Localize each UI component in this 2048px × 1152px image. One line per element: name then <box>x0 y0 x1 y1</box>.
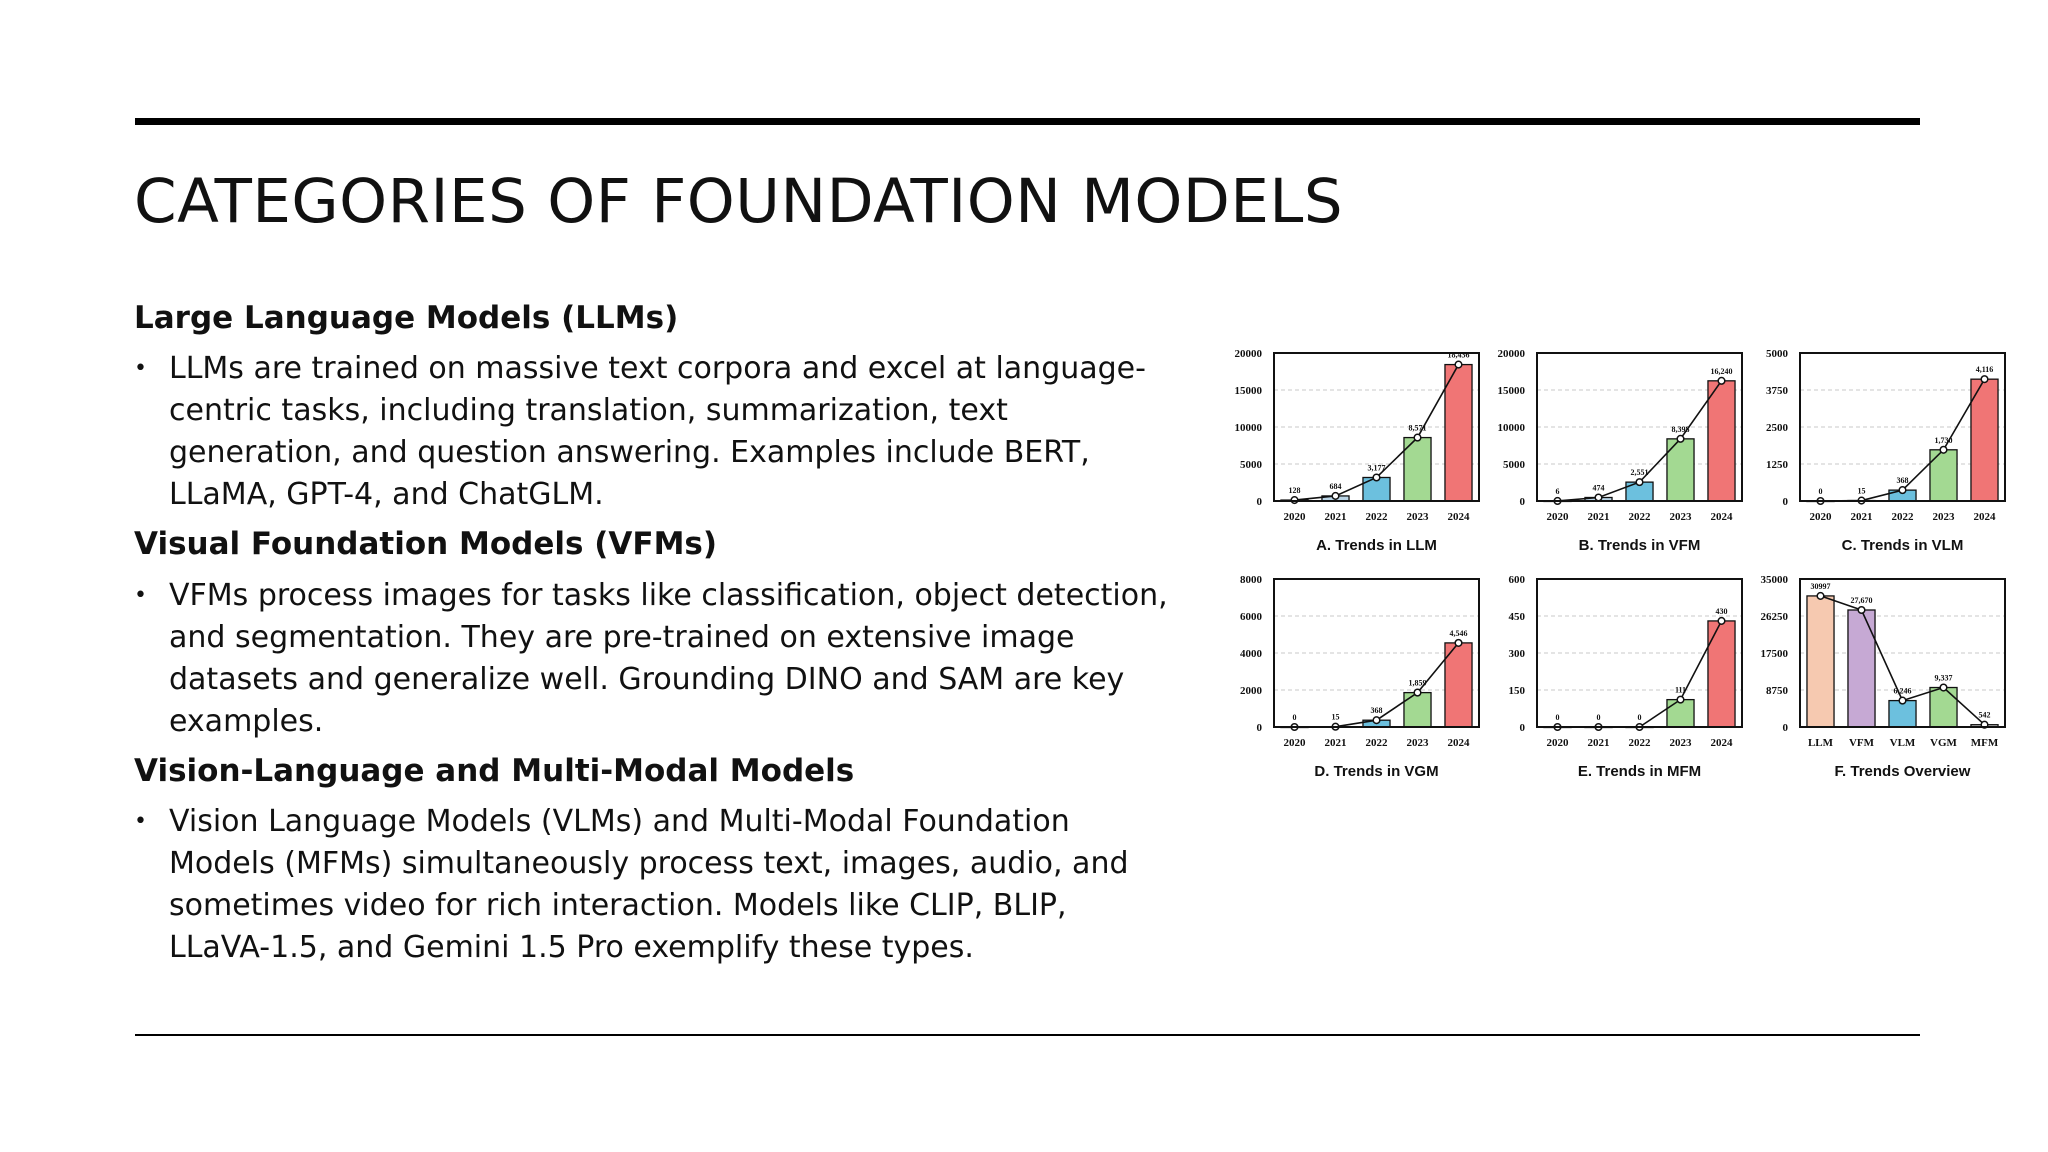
data-label: 6 <box>1555 486 1560 496</box>
y-tick-label: 5000 <box>1503 459 1525 471</box>
y-tick-label: 35000 <box>1760 574 1788 586</box>
y-tick-label: 4000 <box>1240 648 1262 660</box>
x-tick-label: 2020 <box>1546 511 1569 523</box>
bar <box>1848 610 1875 727</box>
slide-content <box>134 298 1174 977</box>
bar <box>1708 621 1735 727</box>
x-tick-label: 2024 <box>1973 511 1996 523</box>
data-label: 4,116 <box>1975 365 1994 375</box>
y-tick-label: 20000 <box>1497 348 1525 360</box>
y-tick-label: 10000 <box>1497 422 1525 434</box>
x-tick-label: 2023 <box>1406 737 1429 749</box>
y-tick-label: 3750 <box>1766 385 1788 397</box>
y-tick-label: 0 <box>1256 722 1262 734</box>
chart-panel <box>1240 574 1479 780</box>
bullet-item <box>134 575 1174 743</box>
trend-point <box>1718 618 1725 625</box>
section-heading: Vision-Language and Multi-Modal Models <box>134 752 855 789</box>
data-label: 542 <box>1978 710 1991 720</box>
data-label: 2,551 <box>1630 468 1649 478</box>
y-tick-label: 6000 <box>1240 611 1262 623</box>
y-tick-label: 5000 <box>1240 459 1262 471</box>
bar <box>1971 379 1998 501</box>
y-tick-label: 5000 <box>1766 348 1788 360</box>
x-tick-label: 2023 <box>1406 511 1429 523</box>
x-tick-label: 2023 <box>1669 511 1692 523</box>
y-tick-label: 2000 <box>1240 685 1262 697</box>
bar <box>1708 381 1735 501</box>
bullet-item <box>134 801 1174 969</box>
x-tick-label: 2021 <box>1324 511 1347 523</box>
x-tick-label: 2020 <box>1809 511 1832 523</box>
x-tick-label: 2024 <box>1447 737 1470 749</box>
trend-point <box>1414 689 1421 696</box>
x-tick-label: 2022 <box>1365 511 1388 523</box>
bullet-dot: • <box>134 582 147 608</box>
bullet-dot: • <box>134 356 147 382</box>
x-tick-label: 2021 <box>1587 511 1610 523</box>
chart-panel <box>1766 348 2005 554</box>
data-label: 1,730 <box>1934 435 1953 445</box>
bar <box>1930 450 1957 501</box>
trend-point <box>1595 494 1602 501</box>
x-tick-label: LLM <box>1807 737 1834 749</box>
data-label: 8,398 <box>1671 424 1690 434</box>
y-tick-label: 450 <box>1508 611 1525 623</box>
y-tick-label: 8000 <box>1240 574 1262 586</box>
data-label: 0 <box>1555 713 1560 722</box>
y-tick-label: 1250 <box>1766 459 1788 471</box>
section-heading: Visual Foundation Models (VFMs) <box>134 526 718 563</box>
trend-point <box>1373 717 1380 724</box>
trend-point <box>1981 376 1988 383</box>
chart-title: B. Trends in VFM <box>1578 537 1701 554</box>
trend-point <box>1373 474 1380 481</box>
data-label: 128 <box>1288 486 1301 496</box>
x-tick-label: 2020 <box>1283 511 1306 523</box>
data-label: 30997 <box>1810 581 1831 591</box>
y-tick-label: 15000 <box>1234 385 1262 397</box>
y-tick-label: 0 <box>1519 496 1525 508</box>
data-label: 0 <box>1596 713 1601 722</box>
x-tick-label: 2023 <box>1669 737 1692 749</box>
x-tick-label: 2020 <box>1283 737 1306 749</box>
data-label: 684 <box>1329 481 1342 491</box>
data-label: 8,571 <box>1408 423 1427 433</box>
trend-point <box>1940 446 1947 453</box>
x-tick-label: 2023 <box>1932 511 1955 523</box>
chart-title: D. Trends in VGM <box>1314 763 1439 780</box>
trend-point <box>1940 684 1947 691</box>
data-label: 3,177 <box>1367 463 1386 473</box>
y-tick-label: 150 <box>1508 685 1525 697</box>
x-tick-label: 2024 <box>1710 511 1733 523</box>
x-tick-label: VGM <box>1930 737 1957 749</box>
section-heading: Large Language Models (LLMs) <box>134 300 679 336</box>
trend-point <box>1899 697 1906 704</box>
bullet-dot: • <box>134 808 147 834</box>
x-tick-label: 2021 <box>1324 737 1347 749</box>
x-tick-label: 2022 <box>1628 737 1651 749</box>
data-label: 430 <box>1715 606 1728 616</box>
y-tick-label: 0 <box>1519 722 1525 734</box>
chart-panel <box>1509 574 1743 780</box>
trend-point <box>1455 361 1462 368</box>
data-label: 4,546 <box>1449 628 1468 638</box>
chart-title: E. Trends in MFM <box>1577 763 1702 780</box>
trend-point <box>1414 434 1421 441</box>
y-tick-label: 2500 <box>1766 422 1788 434</box>
data-label: 18,436 <box>1447 350 1470 360</box>
trend-point <box>1718 378 1725 385</box>
bullet-text: LLMs are trained on massive text corpora and excel at language-centric tasks, including translation, summarization, text generation, and question answering. Examples include BERT, LLaMA, GPT-4, and ChatGLM. <box>169 351 1146 513</box>
data-label: 368 <box>1896 476 1909 486</box>
chart-panel <box>1761 574 2006 780</box>
trend-point <box>1899 487 1906 494</box>
bottom-rule <box>135 1034 1920 1036</box>
data-label: 16,240 <box>1710 366 1733 376</box>
y-tick-label: 26250 <box>1760 611 1788 623</box>
trend-charts-svg <box>1195 330 2025 800</box>
trend-point <box>1332 493 1339 500</box>
bullet-text: Vision Language Models (VLMs) and Multi-Modal Foundation Models (MFMs) simultaneously process text, images, audio, and sometimes video for rich interaction. Models like CLIP, BLIP, LLaVA-1.5, and Gemini 1.5 Pro exemplify these types. <box>169 803 1129 965</box>
x-tick-label: 2020 <box>1546 737 1569 749</box>
chart-title: A. Trends in LLM <box>1316 537 1437 554</box>
x-tick-label: 2022 <box>1891 511 1914 523</box>
y-tick-label: 0 <box>1782 722 1788 734</box>
x-tick-label: 2024 <box>1710 737 1733 749</box>
data-label: 474 <box>1592 483 1605 493</box>
top-rule <box>135 118 1920 125</box>
bullet-item <box>134 348 1174 516</box>
y-tick-label: 10000 <box>1234 422 1262 434</box>
x-tick-label: VLM <box>1889 737 1916 749</box>
bar <box>1807 596 1834 727</box>
y-tick-label: 17500 <box>1760 648 1788 660</box>
data-label: 368 <box>1370 706 1383 716</box>
y-tick-label: 8750 <box>1766 685 1788 697</box>
section-vfm <box>134 524 1174 742</box>
bullet-text: VFMs process images for tasks like classification, object detection, and segmentation. They are pre-trained on extensive image datasets and generalize well. Grounding DINO and SAM are key examples. <box>169 577 1168 739</box>
trend-point <box>1677 436 1684 443</box>
data-label: 0 <box>1292 713 1297 722</box>
section-llm <box>134 298 1174 516</box>
data-label: 6,246 <box>1893 686 1912 696</box>
y-tick-label: 0 <box>1256 496 1262 508</box>
trend-point <box>1677 696 1684 703</box>
trend-point <box>1636 479 1643 486</box>
chart-panel <box>1235 348 1480 554</box>
x-tick-label: 2022 <box>1628 511 1651 523</box>
y-tick-label: 300 <box>1508 648 1525 660</box>
x-tick-label: 2024 <box>1447 511 1470 523</box>
y-tick-label: 600 <box>1508 574 1525 586</box>
x-tick-label: 2022 <box>1365 737 1388 749</box>
trend-point <box>1455 640 1462 647</box>
y-tick-label: 0 <box>1782 496 1788 508</box>
section-vlm-mfm <box>134 751 1174 969</box>
bar <box>1930 688 1957 727</box>
trend-point <box>1858 607 1865 614</box>
data-label: 27,670 <box>1850 595 1873 605</box>
data-label: 9,337 <box>1934 673 1953 683</box>
data-label: 0 <box>1818 487 1823 496</box>
bar <box>1404 693 1431 727</box>
x-tick-label: VFM <box>1848 737 1875 749</box>
data-label: 15 <box>1331 712 1340 722</box>
trend-point <box>1817 593 1824 600</box>
x-tick-label: 2021 <box>1587 737 1610 749</box>
x-tick-label: 2021 <box>1850 511 1873 523</box>
data-label: 0 <box>1637 713 1642 722</box>
bar <box>1445 365 1472 501</box>
x-tick-label: MFM <box>1970 737 1999 749</box>
y-tick-label: 20000 <box>1234 348 1262 360</box>
chart-panel <box>1498 348 1743 554</box>
data-label: 111 <box>1674 685 1687 695</box>
y-tick-label: 15000 <box>1497 385 1525 397</box>
trend-line <box>1555 621 1722 727</box>
chart-title: F. Trends Overview <box>1834 763 1971 780</box>
slide-title: CATEGORIES OF FOUNDATION MODELS <box>134 166 1344 237</box>
data-label: 15 <box>1857 486 1866 496</box>
chart-title: C. Trends in VLM <box>1841 537 1964 554</box>
data-label: 1,859 <box>1408 678 1427 688</box>
bar <box>1667 700 1694 727</box>
trend-charts-figure <box>1195 330 2025 804</box>
